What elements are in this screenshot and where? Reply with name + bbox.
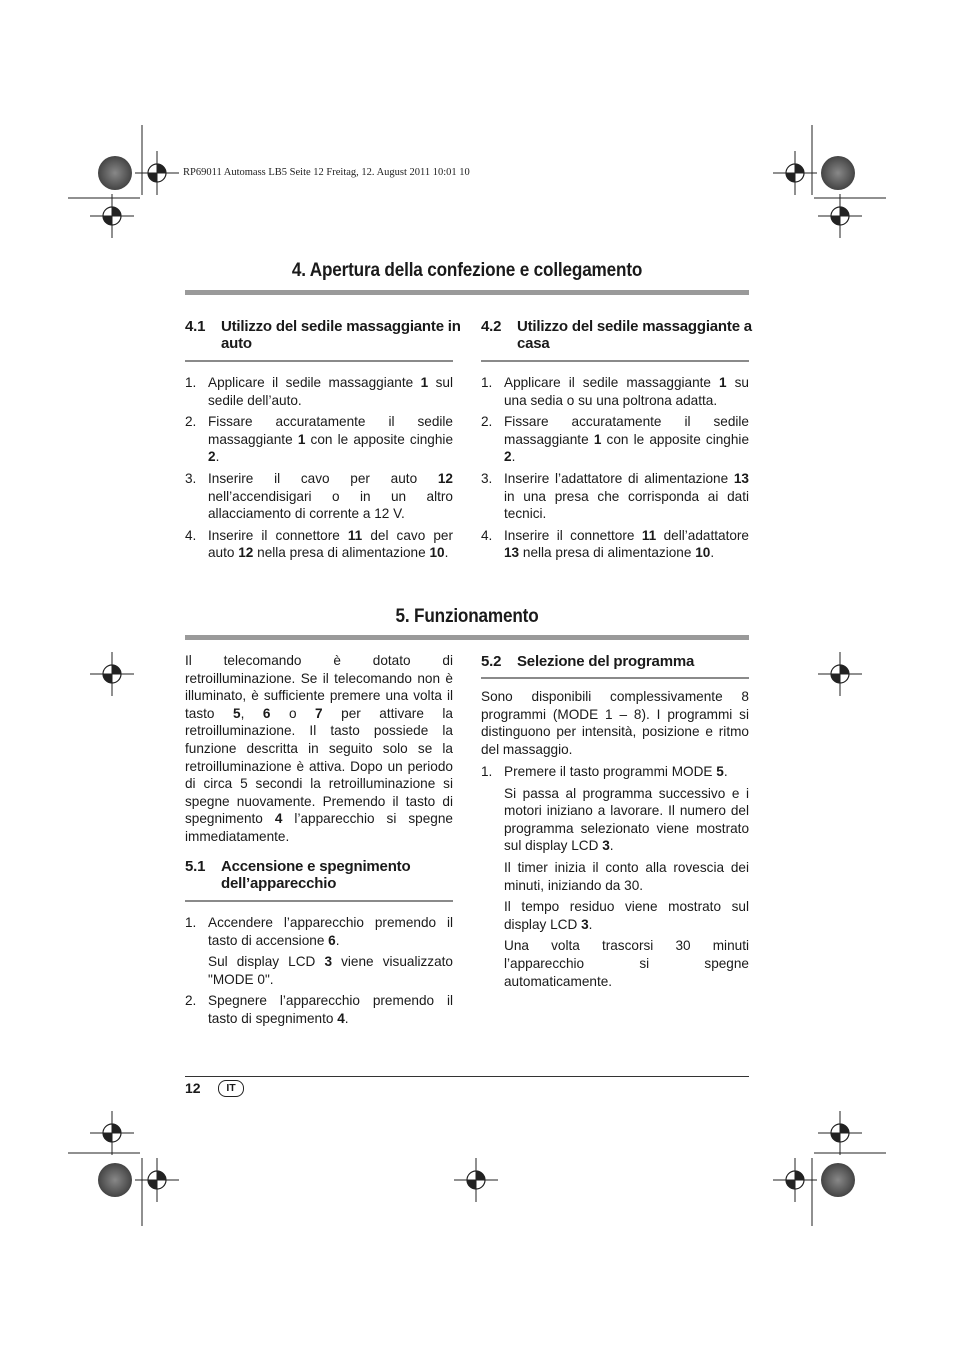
steps-list-4-1 [185, 374, 453, 566]
list-item-number: 2. [481, 414, 493, 430]
subsection-5-2-intro: Sono disponibili complessivamente 8 programmi (MODE 1 – 8). I programmi si distinguono per intensità, posizione e ritmo del massaggio. [481, 689, 749, 757]
subsection-number: 4.1 [185, 318, 206, 335]
subsection-number: 5.2 [481, 653, 502, 670]
list-item-text: Inserire l’adattatore di alimentazione 13 in una presa che corrisponda ai dati tecnici. [504, 470, 749, 522]
subsection-title: Utilizzo del sedile massaggiante in auto [221, 318, 461, 352]
list-item-note: Il tempo residuo viene mostrato sul display LCD 3. [504, 899, 749, 932]
list-item-number: 1. [185, 375, 197, 390]
footer-rule [185, 1076, 749, 1077]
list-item-text: Spegnere l’apparecchio premendo il tasto di spegnimento 4. [208, 993, 453, 1026]
list-item-note: Si passa al programma successivo e i motori iniziano a lavorare. Il numero del programma selezionato viene mostrato sul display LCD 3. [504, 785, 749, 854]
list-item-note: Sul display LCD 3 viene visualizzato "MODE 0". [208, 954, 453, 987]
list-item [185, 527, 453, 562]
list-item-text: Fissare accuratamente il sedile massaggiante 1 con le apposite cinghie 2. [208, 414, 454, 465]
steps-list-5-1 [185, 914, 453, 1032]
list-item-number: 1. [481, 764, 493, 779]
list-item-number: 1. [185, 915, 197, 930]
subsection-5-2-heading [481, 653, 749, 671]
list-item [185, 374, 453, 409]
list-item-text: Inserire il connettore 11 dell’adattatore 13 nella presa di alimentazione 10. [504, 527, 749, 561]
steps-list-4-2 [481, 374, 749, 566]
list-item-note: Una volta trascorsi 30 minuti l’apparecchio si spegne automaticamente. [504, 938, 749, 989]
list-item-number: 3. [481, 470, 493, 486]
list-item-number: 4. [481, 527, 493, 543]
list-item-text: Accendere l’apparecchio premendo il tasto di accensione 6. [208, 915, 453, 948]
section-5-intro: Il telecomando è dotato di retroilluminazione. Se il telecomando non è illuminato, è sufficiente premere una volta il tasto 5, 6 o 7 per attivare la retroilluminazione. Il tasto possiede la funzione descritta in seguito solo se la retroilluminazione è attiva. Dopo un periodo di circa 5 secondi la retroilluminazione si spegne nuovamente. Premendo il tasto di spegnimento 4 l’apparecchio si spegne immediatamente. [185, 653, 453, 844]
list-item-text: Fissare accuratamente il sedile massaggiante 1 con le apposite cinghie 2. [504, 414, 750, 465]
list-item [185, 470, 453, 523]
subsection-4-1-heading [185, 318, 461, 354]
list-item [481, 374, 749, 409]
page-number: 12 [185, 1080, 201, 1096]
subsection-title: Selezione del programma [517, 653, 695, 670]
steps-list-5-2 [481, 763, 749, 994]
subsection-5-1-heading [185, 858, 453, 894]
list-item [481, 763, 749, 990]
list-item-text: Applicare il sedile massaggiante 1 su una sedia o su una poltrona adatta. [504, 375, 749, 408]
list-item [185, 914, 453, 988]
printer-header: RP69011 Automass LB5 Seite 12 Freitag, 12. August 2011 10:01 10 [183, 167, 470, 178]
list-item-number: 2. [185, 414, 197, 430]
list-item-number: 1. [481, 375, 493, 390]
list-item [481, 413, 749, 466]
subsection-4-2-heading [481, 318, 752, 354]
subsection-rule [185, 900, 453, 902]
list-item-note: Il timer inizia il conto alla rovescia dei minuti, iniziando da 30. [504, 859, 749, 893]
list-item-number: 3. [185, 470, 197, 486]
subsection-rule [185, 360, 453, 362]
list-item-number: 4. [185, 527, 197, 543]
subsection-rule [481, 360, 749, 362]
list-item [481, 470, 749, 523]
list-item-text: Inserire il cavo per auto 12 nell’accendisigari o in un altro allacciamento di corrente a 12 V. [208, 470, 453, 522]
list-item-text: Premere il tasto programmi MODE 5. [504, 764, 728, 779]
section-5-rule [185, 635, 749, 640]
list-item [185, 992, 453, 1027]
list-item [481, 527, 749, 562]
section-5-title: 5. Funzionamento [395, 605, 539, 627]
subsection-number: 5.1 [185, 858, 206, 875]
list-item [185, 413, 453, 466]
list-item-text: Applicare il sedile massaggiante 1 sul sedile dell’auto. [208, 375, 454, 408]
section-4-title: 4. Apertura della confezione e collegamento [291, 259, 643, 281]
list-item-number: 2. [185, 993, 197, 1009]
section-4-rule [185, 290, 749, 295]
language-badge: IT [218, 1080, 244, 1097]
subsection-title: Utilizzo del sedile massaggiante a casa [517, 318, 752, 352]
subsection-number: 4.2 [481, 318, 502, 335]
subsection-title: Accensione e spegnimento dell’apparecchio [221, 858, 411, 892]
subsection-rule [481, 677, 749, 679]
list-item-text: Inserire il connettore 11 del cavo per auto 12 nella presa di alimentazione 10. [208, 527, 453, 561]
